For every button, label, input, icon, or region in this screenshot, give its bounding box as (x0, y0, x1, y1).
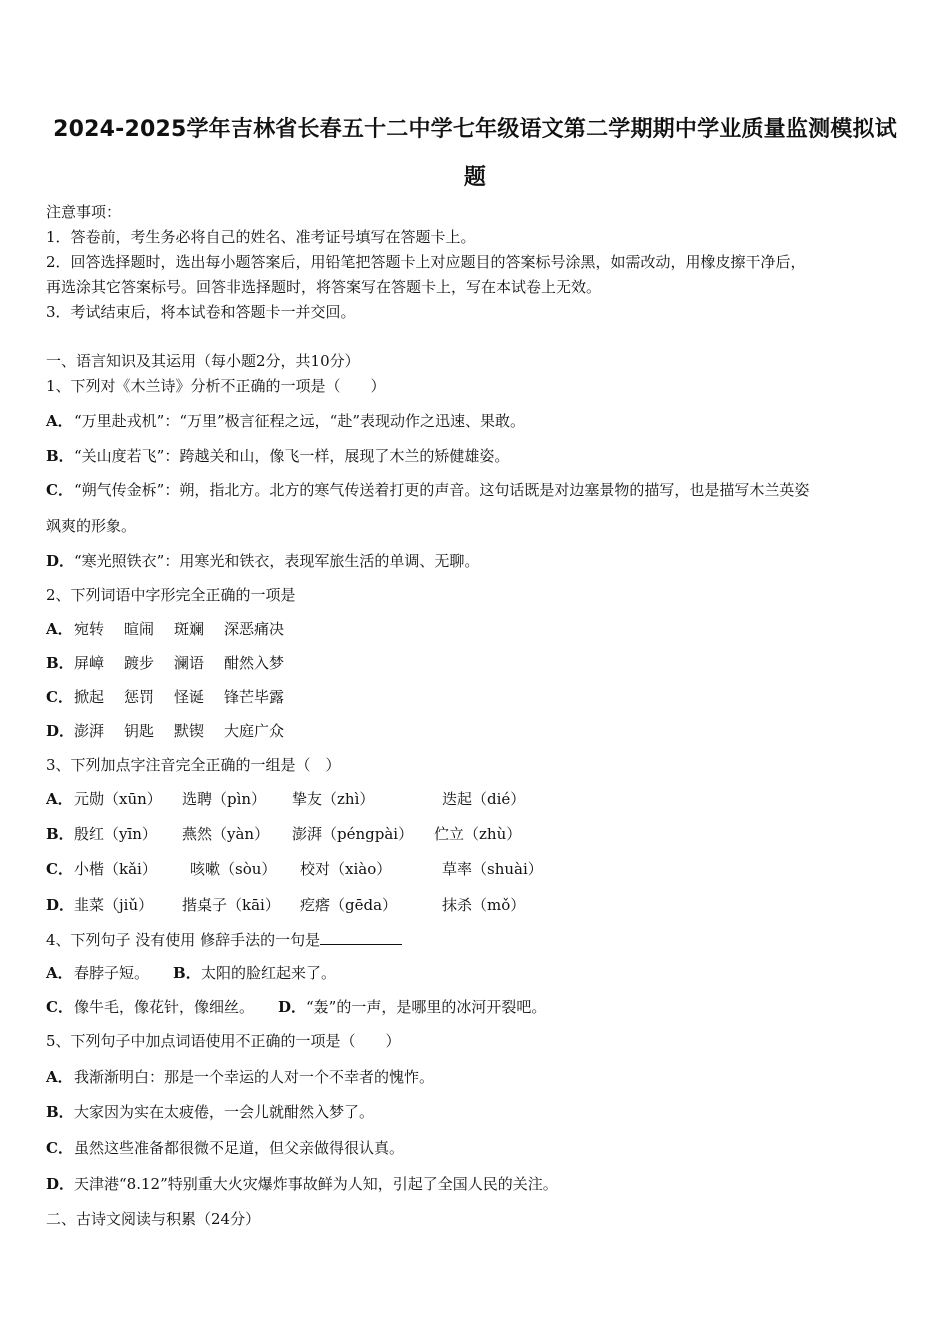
option-label: D． (46, 552, 75, 570)
pinyin-item: 元勋（xūn） (74, 790, 162, 808)
pinyin-item: 澎湃（péngpài） (292, 825, 414, 843)
option-text: 我渐渐明白：那是一个幸运的人对一个不幸者的愧怍。 (74, 1068, 435, 1086)
option-d (46, 721, 284, 741)
option-d (46, 1174, 558, 1194)
option-c (46, 1138, 404, 1158)
word: 锋芒毕露 (224, 688, 285, 706)
word: 斑斓 (174, 620, 205, 638)
word: 澎湃 (74, 722, 105, 740)
option-text: 天津港“8.12”特别重大火灾爆炸事故鲜为人知，引起了全国人民的关注。 (74, 1175, 558, 1193)
pinyin-item: 挚友（zhì） (292, 790, 375, 808)
option-text: “轰”的一声，是哪里的冰河开裂吧。 (306, 998, 547, 1016)
option-a (46, 619, 284, 639)
option-c-continued: 飒爽的形象。 (46, 517, 137, 535)
word: 澜语 (174, 654, 205, 672)
option-label: B． (46, 825, 74, 843)
option-label: B． (46, 1103, 74, 1121)
word: 大庭广众 (224, 722, 285, 740)
pinyin-item: 疙瘩（gēda） (300, 896, 398, 914)
word: 深恶痛决 (224, 620, 285, 638)
word: 掀起 (74, 688, 105, 706)
option-label: B． (46, 654, 74, 672)
option-a (46, 1067, 434, 1087)
option-b (46, 824, 521, 844)
option-label: B． (46, 447, 74, 465)
word: 默锲 (174, 722, 205, 740)
option-text: 大家因为实在太疲倦，一会儿就酣然入梦了。 (74, 1103, 375, 1121)
option-label: C． (46, 688, 73, 706)
pinyin-item: 韭菜（jiǔ） (74, 896, 154, 914)
pinyin-item: 伫立（zhù） (434, 825, 522, 843)
option-row (46, 997, 546, 1017)
option-a (46, 411, 525, 431)
option-label: A． (46, 790, 73, 808)
notice-item: 2．回答选择题时，选出每小题答案后，用铅笔把答题卡上对应题目的答案标号涂黑，如需改动，用橡皮擦干净后， (46, 253, 806, 271)
option-b (46, 1102, 374, 1122)
option-label: D． (46, 896, 75, 914)
option-label: D． (46, 1175, 75, 1193)
option-text: 像牛毛，像花针，像细丝。 (74, 998, 255, 1016)
pinyin-item: 迭起（dié） (442, 790, 526, 808)
question-stem (46, 930, 402, 950)
question-stem: 3、下列加点字注音完全正确的一组是（ ） (46, 756, 341, 774)
question-stem: 2、下列词语中字形完全正确的一项是 (46, 586, 296, 604)
pinyin-item: 小楷（kǎi） (74, 860, 157, 878)
option-text: 虽然这些准备都很微不足道，但父亲做得很认真。 (74, 1139, 405, 1157)
option-label: C． (46, 481, 73, 499)
option-c (46, 480, 809, 500)
pinyin-item: 殷红（yīn） (74, 825, 157, 843)
section-heading: 二、古诗文阅读与积累（24分） (46, 1210, 261, 1228)
answer-blank (320, 930, 402, 945)
option-b (46, 446, 509, 466)
word: 钥匙 (124, 722, 155, 740)
option-row (46, 963, 336, 983)
option-a (46, 789, 525, 809)
option-text: “朔气传金柝”：朔，指北方。北方的寒气传送着打更的声音。这句话既是对边塞景物的描写，也是描写木兰英姿 (74, 481, 810, 499)
option-label: C． (46, 860, 73, 878)
section-heading: 一、语言知识及其运用（每小题2分，共10分） (46, 352, 360, 370)
word: 暄闹 (124, 620, 155, 638)
word: 酣然入梦 (224, 654, 285, 672)
question-stem: 1、下列对《木兰诗》分析不正确的一项是（ ） (46, 377, 386, 395)
option-label: A． (46, 620, 73, 638)
option-text: 太阳的脸红起来了。 (201, 964, 337, 982)
pinyin-item: 校对（xiào） (300, 860, 392, 878)
option-text: “关山度若飞”：跨越关和山，像飞一样，展现了木兰的矫健雄姿。 (74, 447, 510, 465)
option-label: D． (46, 722, 75, 740)
option-d (46, 895, 525, 915)
option-text: “万里赴戎机”：“万里”极言征程之远，“赴”表现动作之迅速、果敢。 (74, 412, 526, 430)
pinyin-item: 抹杀（mǒ） (442, 896, 526, 914)
word: 惩罚 (124, 688, 155, 706)
option-text: 春脖子短。 (74, 964, 150, 982)
option-b (46, 653, 284, 673)
stem-text: 4、下列句子 没有使用 修辞手法的一句是 (46, 931, 321, 949)
page-title: 2024-2025学年吉林省长春五十二中学七年级语文第二学期期中学业质量监测模拟试 (53, 117, 897, 142)
option-c (46, 687, 284, 707)
question-stem: 5、下列句子中加点词语使用不正确的一项是（ ） (46, 1032, 401, 1050)
word: 怪诞 (174, 688, 205, 706)
option-label: A． (46, 964, 73, 982)
notice-item: 3．考试结束后，将本试卷和答题卡一并交回。 (46, 303, 356, 321)
pinyin-item: 草率（shuài） (442, 860, 543, 878)
option-label: C． (46, 998, 73, 1016)
option-d (46, 551, 479, 571)
option-label: D． (278, 998, 307, 1016)
notice-item: 1．答卷前，考生务必将自己的姓名、准考证号填写在答题卡上。 (46, 228, 476, 246)
word: 宛转 (74, 620, 105, 638)
option-text: “寒光照铁衣”：用寒光和铁衣，表现军旅生活的单调、无聊。 (74, 552, 480, 570)
pinyin-item: 燕然（yàn） (182, 825, 270, 843)
option-label: A． (46, 1068, 73, 1086)
option-label: B． (173, 964, 201, 982)
page-title-continued: 题 (463, 165, 487, 190)
pinyin-item: 选聘（pìn） (182, 790, 267, 808)
option-label: C． (46, 1139, 73, 1157)
word: 踱步 (124, 654, 155, 672)
notice-heading: 注意事项： (46, 203, 122, 221)
word: 屏嶂 (74, 654, 105, 672)
option-label: A． (46, 412, 73, 430)
option-c (46, 859, 543, 879)
notice-item: 再选涂其它答案标号。回答非选择题时，将答案写在答题卡上，写在本试卷上无效。 (46, 278, 602, 296)
pinyin-item: 咳嗽（sòu） (190, 860, 277, 878)
pinyin-item: 揩桌子（kāi） (182, 896, 280, 914)
